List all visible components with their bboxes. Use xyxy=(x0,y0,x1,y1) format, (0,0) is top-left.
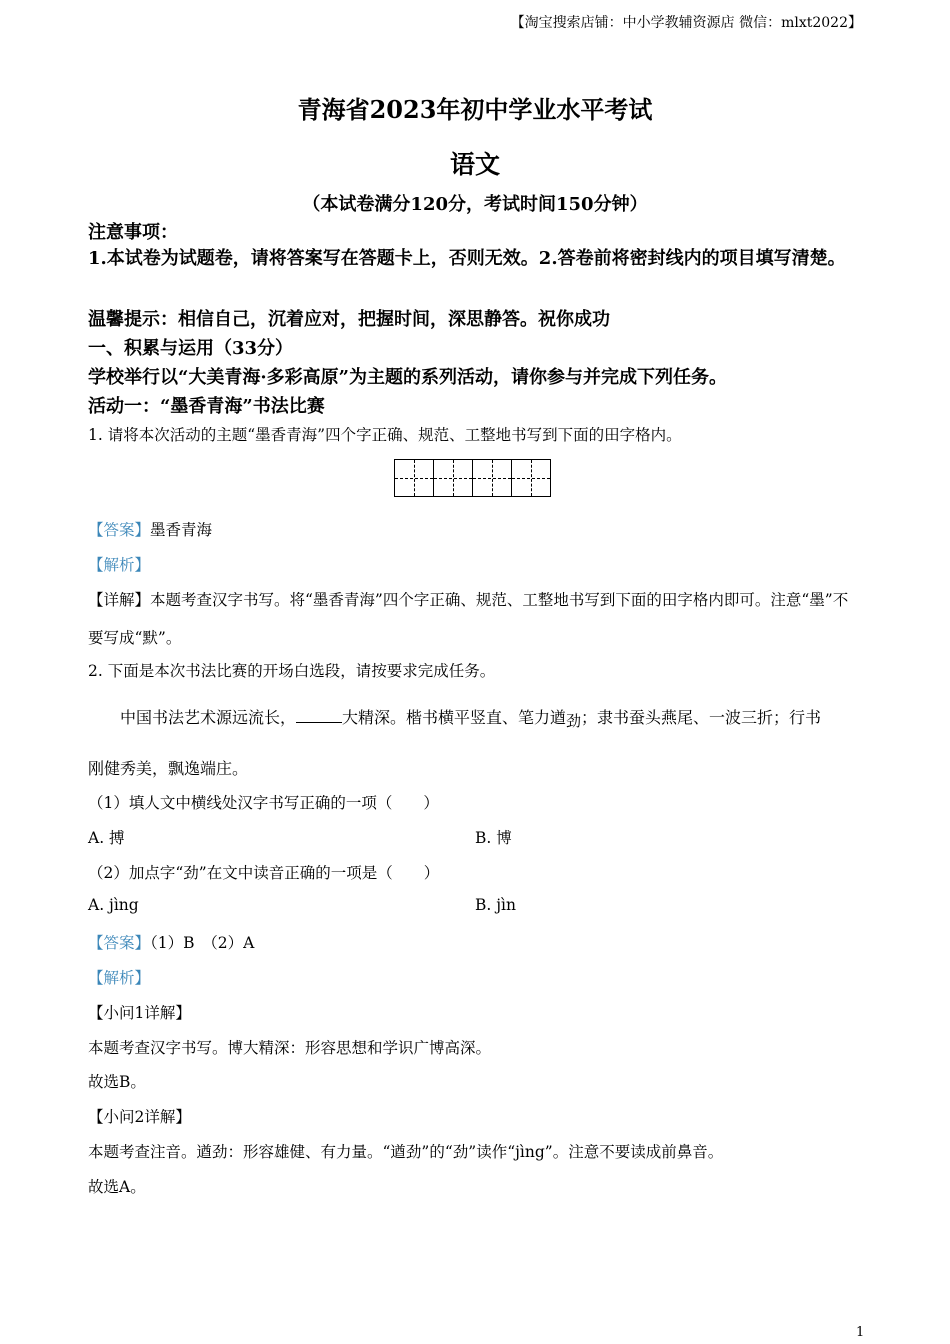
notes-text: 1.本试卷为试题卷，请将答案写在答题卡上，否则无效。2.答卷前将密封线内的项目填写清楚。 xyxy=(88,248,846,269)
passage-part: 大精深。楷书横平竖直、笔力遒 xyxy=(342,708,567,727)
tianzige-cell[interactable] xyxy=(433,459,473,497)
question-2-1: （1）填人文中横线处汉字书写正确的一项（ ） xyxy=(88,794,439,812)
sub-question-2-choice: 故选A。 xyxy=(88,1178,146,1196)
analysis-tag: 【解析】 xyxy=(88,969,151,987)
question-2-2: （2）加点字“劲”在文中读音正确的一项是（ ） xyxy=(88,864,440,882)
answer-text: （1）B （2）A xyxy=(150,934,255,952)
notes-heading: 注意事项： xyxy=(88,222,178,243)
answer-1 xyxy=(88,518,212,540)
tianzige-cell[interactable] xyxy=(511,459,551,497)
sub-question-2-text: 本题考查注音。遒劲：形容雄健、有力量。“遒劲”的“劲”读作“jìng”。注意不要读成前鼻音。 xyxy=(88,1143,724,1161)
answer-tag: 【答案】 xyxy=(88,521,151,539)
option-2-2-b[interactable]: B. jìn xyxy=(475,896,516,914)
option-2-2-a[interactable]: A. jìng xyxy=(88,896,139,914)
passage-part: ；隶书蚕头燕尾、一波三折；行书 xyxy=(581,708,822,727)
analysis-tag: 【解析】 xyxy=(88,556,151,574)
blank-line xyxy=(296,722,342,723)
tianzige-cell[interactable] xyxy=(472,459,512,497)
tianzige-grid[interactable] xyxy=(394,459,551,497)
detail-1: 【详解】本题考查汉字书写。将“墨香青海”四个字正确、规范、工整地书写到下面的田字格内即可。注意“墨”不要写成“默”。 xyxy=(88,591,849,647)
sub-question-1-tag: 【小问1详解】 xyxy=(88,1004,191,1022)
tianzige-cell[interactable] xyxy=(394,459,434,497)
header-note: 【淘宝搜索店铺：中小学教辅资源店 微信：mlxt2022】 xyxy=(510,15,862,31)
section-heading: 一、积累与运用（33分） xyxy=(88,338,294,359)
answer-text: 墨香青海 xyxy=(150,521,213,539)
tip: 温馨提示：相信自己，沉着应对，把握时间，深思静答。祝你成功 xyxy=(88,309,610,330)
sub-question-2-tag: 【小问2详解】 xyxy=(88,1108,191,1126)
activity-intro: 学校举行以“大美青海·多彩高原”为主题的系列活动，请你参与并完成下列任务。 xyxy=(88,367,727,388)
answer-tag: 【答案】 xyxy=(88,934,151,952)
question-2: 2. 下面是本次书法比赛的开场白选段，请按要求完成任务。 xyxy=(88,662,496,680)
answer-2 xyxy=(88,931,254,953)
activity-heading: 活动一：“墨香青海”书法比赛 xyxy=(88,396,325,417)
question-1: 1. 请将本次活动的主题“墨香青海”四个字正确、规范、工整地书写到下面的田字格内。 xyxy=(88,426,682,444)
sub-question-1-choice: 故选B。 xyxy=(88,1073,146,1091)
option-2-1-b[interactable]: B. 博 xyxy=(475,829,512,847)
sub-question-1-text: 本题考查汉字书写。博大精深：形容思想和学识广博高深。 xyxy=(88,1039,492,1057)
page-number: 1 xyxy=(856,1325,865,1340)
exam-title: 青海省2023年初中学业水平考试 xyxy=(297,95,653,124)
option-2-1-a[interactable]: A. 搏 xyxy=(88,829,125,847)
passage-line-2: 刚健秀美，飘逸端庄。 xyxy=(88,759,249,778)
exam-info: （本试卷满分120分，考试时间150分钟） xyxy=(302,194,648,215)
passage-part: 中国书法艺术源远流长， xyxy=(120,708,297,727)
subject-title: 语文 xyxy=(449,150,500,179)
passage-line-1 xyxy=(120,705,821,731)
dotted-char: 劲 xyxy=(566,712,582,730)
